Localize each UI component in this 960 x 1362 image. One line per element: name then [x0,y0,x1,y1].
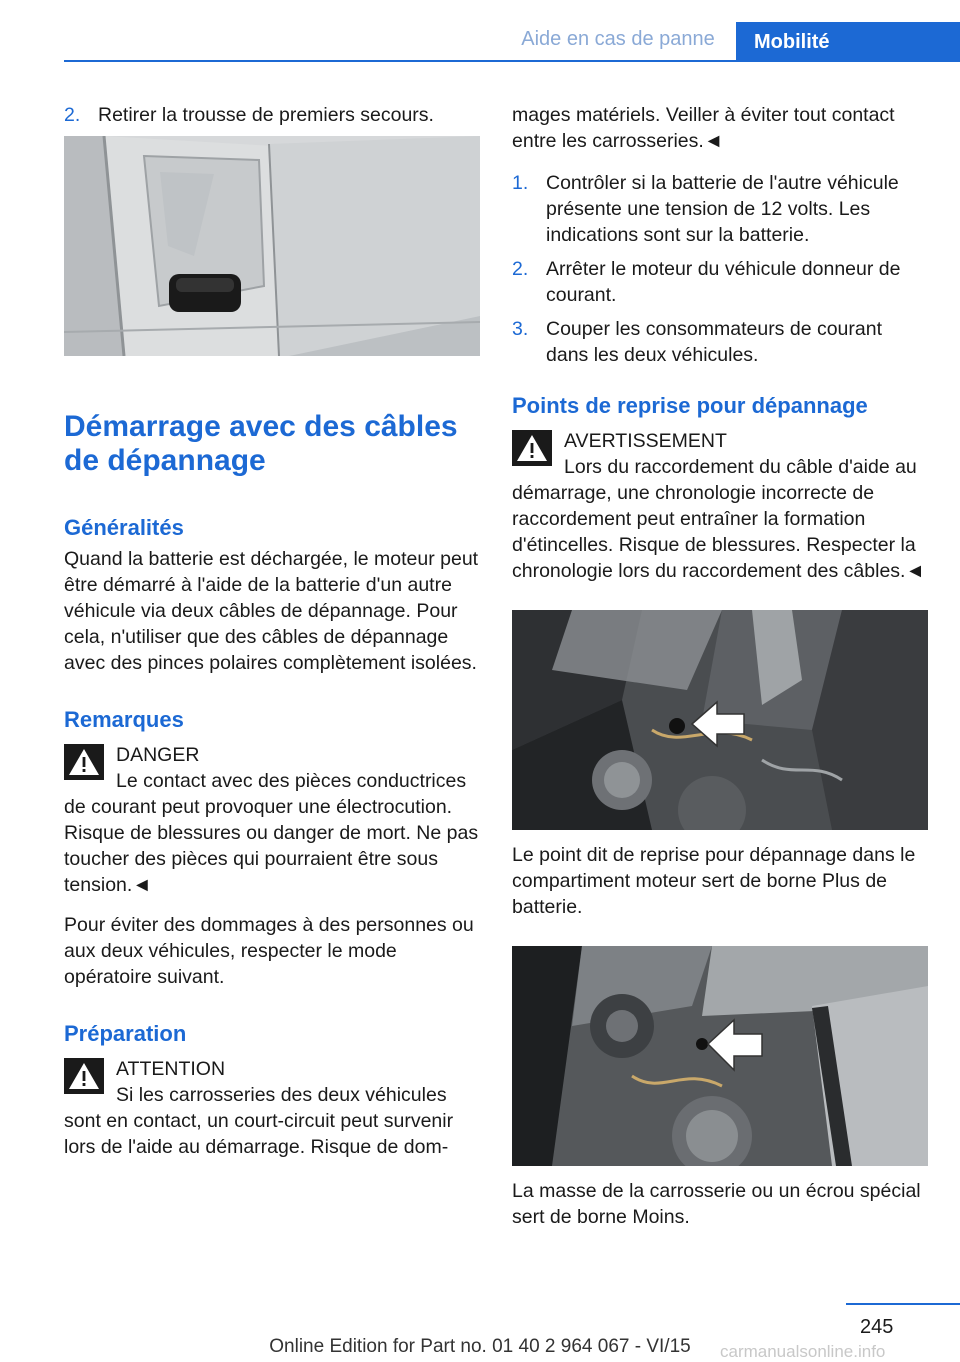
step-text: Contrôler si la batterie de l'autre véhicule présente une tension de 12 volts. Les indications sont sur la batterie. [546,172,899,246]
step-number: 2. [512,258,529,280]
attention-warning [64,1056,480,1160]
page-number: 245 [860,1316,894,1338]
step-text: Couper les consommateurs de courant dans les deux véhicules. [546,318,883,366]
warning-body: de courant peut provoquer une électrocution. Risque de blessures ou danger de mort. Ne pas toucher des pièces qui pourraient être sous tension.◄ [64,796,479,896]
section-title: Démarrage avec des câbles de dépannage [64,410,458,477]
step-number: 1. [512,172,529,194]
subsection-heading-points: Points de reprise pour dépannage [512,393,868,418]
warning-label: DANGER [116,744,200,766]
step-text: Arrêter le moteur du véhicule donneur de courant. [546,258,901,306]
warning-first-line: Le contact avec des pièces conductrices [116,770,467,792]
engine-compartment-minus-photo [512,946,928,1166]
warning-first-line: Lors du raccordement du câble d'aide au [564,456,917,478]
header-section-tab: Aide en cas de panne [521,28,715,50]
warning-triangle-icon [64,744,104,780]
step-text: Retirer la trousse de premiers secours. [98,104,434,126]
generalites-paragraph: Quand la batterie est déchargée, le moteur peut être démarré à l'aide de la batterie d'un autre véhicule via deux câbles de dépannage. Pour cela, n'utiliser que des câbles de dépannage avec des pinces polaires complètement isolées. [64,548,479,674]
warning-triangle-icon [512,430,552,466]
list-item [512,256,928,308]
list-item [512,170,928,248]
list-item [64,102,480,128]
list-item [512,316,928,368]
warning-body: démarrage, une chronologie incorrecte de raccordement peut entraîner la formation d'étincelles. Risque de blessures. Respecter la chronologie lors du raccordement des câbles.◄ [512,482,925,582]
trunk-compartment-photo [64,136,480,356]
header-chapter-tab: Mobilité [736,22,960,62]
warning-body: sont en contact, un court-circuit peut survenir lors de l'aide au démarrage. Risque de dom- [64,1110,454,1158]
engine-compartment-plus-photo [512,610,928,830]
continuation-paragraph: mages matériels. Veiller à éviter tout contact entre les carrosseries.◄ [512,104,895,152]
right-column [512,102,928,1244]
caption-plus-terminal: Le point dit de reprise pour dépannage dans le compartiment moteur sert de borne Plus de batterie. [512,844,916,918]
warning-label: AVERTISSEMENT [564,430,727,452]
left-column [64,102,480,1174]
footer-edition: Online Edition for Part no. 01 40 2 964 067 - VI/15 [269,1336,691,1357]
warning-first-line: Si les carrosseries des deux véhicules [116,1084,447,1106]
remarques-paragraph: Pour éviter des dommages à des personnes ou aux deux véhicules, respecter le mode opératoire suivant. [64,914,474,988]
step-number: 2. [64,104,81,126]
warning-label: ATTENTION [116,1058,226,1080]
subsection-heading-preparation: Préparation [64,1021,187,1046]
subsection-heading-remarques: Remarques [64,707,184,732]
footer-rule [846,1303,960,1305]
avertissement-warning [512,428,928,584]
header-rule [64,60,960,62]
subsection-heading-generalites: Généralités [64,515,184,540]
step-number: 3. [512,318,529,340]
watermark: carmanualsonline.info [720,1342,886,1361]
caption-minus-terminal: La masse de la carrosserie ou un écrou spécial sert de borne Moins. [512,1180,921,1228]
danger-warning [64,742,480,898]
warning-triangle-icon [64,1058,104,1094]
